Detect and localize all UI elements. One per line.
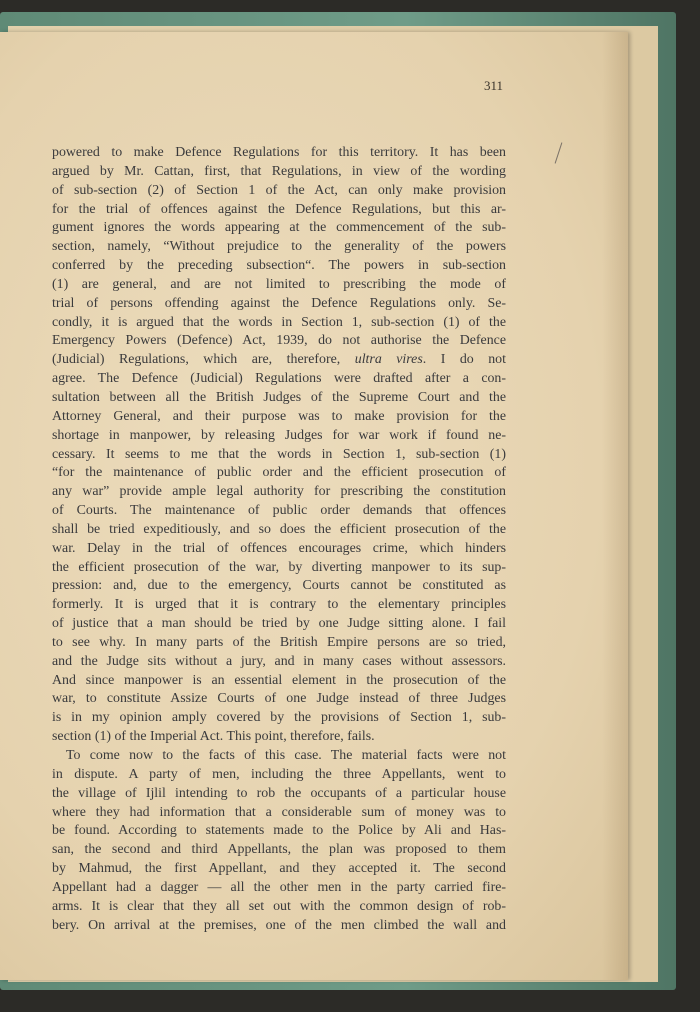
text-line: and the Judge sits without a jury, and in many cases without assessors. — [52, 653, 506, 669]
text-line: condly, it is argued that the words in Section 1, sub-section (1) of the — [52, 314, 506, 330]
text-line: section (1) of the Imperial Act. This point, therefore, fails. — [52, 729, 375, 745]
text-line: (1) are general, and are not limited to prescribing the mode of — [52, 276, 506, 292]
text-line: shortage in manpower, by releasing Judges for war work if found ne- — [52, 427, 506, 443]
text-line — [52, 351, 506, 370]
text-line: arms. It is clear that they all set out with the common design of rob- — [52, 898, 506, 914]
text-line: To come now to the facts of this case. The material facts were not — [66, 748, 506, 763]
text-fragment: (Judicial) Regulations, which are, therefore, — [52, 352, 355, 368]
italic-phrase: ultra vires — [354, 352, 423, 368]
text-line: war, to constitute Assize Courts of one Judge instead of three Judges — [52, 691, 506, 707]
text-line: of Courts. The maintenance of public order demands that offences — [52, 503, 506, 519]
text-line: argued by Mr. Cattan, first, that Regulations, in view of the wording — [52, 163, 506, 179]
text-line: agree. The Defence (Judicial) Regulations were drafted after a con- — [52, 371, 506, 387]
text-line: Attorney General, and their purpose was to make provision for the — [52, 408, 506, 424]
pencil-mark — [555, 142, 563, 163]
text-line: trial of persons offending against the Defence Regulations only. Se- — [52, 295, 506, 311]
text-line: any war” provide ample legal authority for prescribing the constitution — [52, 484, 506, 500]
text-line: of sub-section (2) of Section 1 of the Act, can only make provision — [52, 182, 506, 198]
text-line: formerly. It is urged that it is contrary to the elementary principles — [52, 597, 506, 613]
text-line: to see why. In many parts of the British Empire persons are so tried, — [52, 634, 506, 650]
text-line: for the trial of offences against the Defence Regulations, but this ar- — [52, 201, 506, 217]
text-line: by Mahmud, the first Appellant, and they accepted it. The second — [52, 861, 506, 877]
text-line: And since manpower is an essential element in the prosecution of the — [52, 672, 506, 688]
text-line: Emergency Powers (Defence) Act, 1939, do not authorise the Defence — [52, 333, 506, 349]
text-line: be found. According to statements made to the Police by Ali and Has- — [52, 823, 506, 839]
text-line: gument ignores the words appearing at the commencement of the sub- — [52, 220, 506, 236]
text-line: bery. On arrival at the premises, one of the men climbed the wall and — [52, 917, 506, 933]
text-line: shall be tried expeditiously, and so does the efficient prosecution of the — [52, 521, 506, 537]
page-number: 311 — [484, 78, 504, 93]
text-line: san, the second and third Appellants, the plan was proposed to them — [52, 842, 506, 858]
body-text — [52, 144, 506, 935]
page-gutter-shadow — [602, 32, 628, 980]
text-line: pression: and, due to the emergency, Courts cannot be constituted as — [52, 578, 506, 594]
text-line: war. Delay in the trial of offences encourages crime, which hinders — [52, 540, 506, 556]
text-line: section, namely, “Without prejudice to the generality of the powers — [52, 239, 506, 255]
text-line: Appellant had a dagger — all the other men in the party carried fire- — [52, 879, 506, 895]
book-page — [0, 32, 628, 980]
text-line: where they had information that a considerable sum of money was to — [52, 804, 506, 820]
text-line: the village of Ijlil intending to rob the occupants of a particular house — [52, 785, 506, 801]
text-line: is in my opinion amply covered by the provisions of Section 1, sub- — [52, 710, 506, 726]
text-line: powered to make Defence Regulations for this territory. It has been — [52, 145, 506, 160]
text-line: the efficient prosecution of the war, by diverting manpower to its sup- — [52, 559, 506, 575]
text-line: cessary. It seems to me that the words in Section 1, sub-section (1) — [52, 446, 506, 462]
text-fragment: . I do not — [422, 352, 506, 368]
text-line: sultation between all the British Judges of the Supreme Court and the — [52, 389, 506, 405]
text-line: “for the maintenance of public order and the efficient prosecution of — [52, 465, 506, 481]
text-line: in dispute. A party of men, including the three Appellants, went to — [52, 766, 506, 782]
text-line: conferred by the preceding subsection“. The powers in sub-section — [52, 258, 506, 274]
text-line: of justice that a man should be tried by one Judge sitting alone. I fail — [52, 616, 506, 632]
